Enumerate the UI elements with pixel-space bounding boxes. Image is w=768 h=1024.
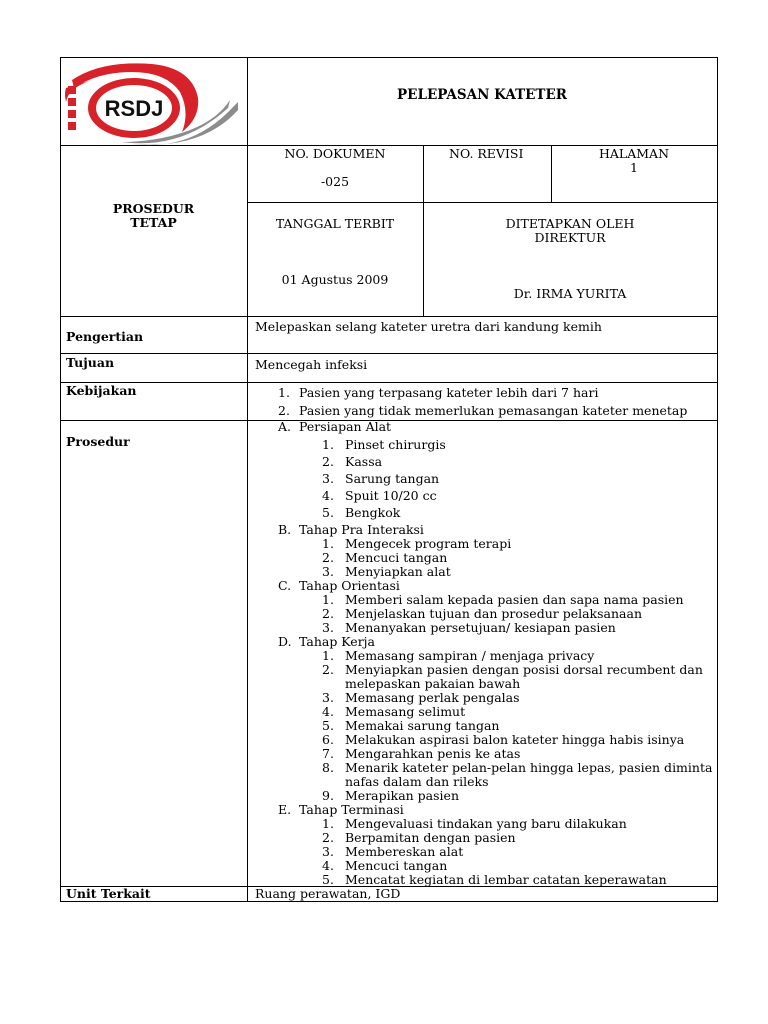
e-num-3: 3. [322, 844, 334, 859]
d-num-9: 9. [322, 788, 334, 803]
direktur-name: Dr. IRMA YURITA [513, 286, 627, 301]
pengertian-label: Pengertian [66, 329, 144, 344]
c-num-1: 1. [322, 592, 334, 607]
d-item-9: Merapikan pasien [345, 788, 459, 803]
d-item-7: Mengarahkan penis ke atas [345, 746, 521, 761]
section-e-title: Tahap Terminasi [299, 802, 404, 817]
ditetapkan-oleh: DITETAPKAN OLEH [505, 216, 635, 231]
kebijakan-num-1: 1. [278, 385, 290, 400]
section-b-letter: B. [278, 522, 292, 537]
c-item-1: Memberi salam kepada pasien dan sapa nama pasien [345, 592, 684, 607]
no-dokumen-label: NO. DOKUMEN [284, 146, 386, 161]
b-item-2: Mencuci tangan [345, 550, 448, 565]
prosedur-tetap-line2: TETAP [130, 215, 177, 230]
tujuan-label: Tujuan [66, 355, 115, 370]
d-item-2-cont: melepaskan pakaian bawah [345, 676, 521, 691]
a-num-2: 2. [322, 454, 334, 469]
e-num-1: 1. [322, 816, 334, 831]
d-num-5: 5. [322, 718, 334, 733]
no-revisi-label: NO. REVISI [449, 146, 524, 161]
d-item-1: Memasang sampiran / menjaga privacy [345, 648, 595, 663]
c-num-2: 2. [322, 606, 334, 621]
d-item-4: Memasang selimut [345, 704, 466, 719]
table-border-left [60, 57, 61, 902]
section-d-title: Tahap Kerja [299, 634, 376, 649]
table-border-right [717, 57, 718, 902]
halaman-value: 1 [630, 160, 638, 175]
a-num-5: 5. [322, 505, 334, 520]
a-item-5: Bengkok [345, 505, 401, 520]
e-item-3: Membereskan alat [345, 844, 464, 859]
kebijakan-item-1: Pasien yang terpasang kateter lebih dari 7 hari [299, 385, 599, 400]
document-title: PELEPASAN KATETER [397, 87, 567, 103]
d-item-6: Melakukan aspirasi balon kateter hingga habis isinya [345, 732, 685, 747]
a-item-3: Sarung tangan [345, 471, 440, 486]
d-num-2: 2. [322, 662, 334, 677]
prosedur-tetap-line1: PROSEDUR [112, 201, 195, 216]
header-line-3 [60, 316, 718, 317]
unit-terkait-text: Ruang perawatan, IGD [255, 886, 401, 901]
d-item-8: Menarik kateter pelan-pelan hingga lepas, pasien diminta [345, 760, 713, 775]
d-item-2: Menyiapkan pasien dengan posisi dorsal recumbent dan [345, 662, 703, 677]
kebijakan-num-2: 2. [278, 403, 290, 418]
d-num-1: 1. [322, 648, 334, 663]
c-item-3: Menanyakan persetujuan/ kesiapan pasien [345, 620, 616, 635]
kebijakan-label: Kebijakan [66, 383, 137, 398]
kebijakan-item-2: Pasien yang tidak memerlukan pemasangan kateter menetap [299, 403, 688, 418]
e-item-4: Mencuci tangan [345, 858, 448, 873]
section-a-letter: A. [278, 419, 292, 434]
d-num-8: 8. [322, 760, 334, 775]
halaman-label: HALAMAN [598, 146, 670, 161]
c-item-2: Menjelaskan tujuan dan prosedur pelaksanaan [345, 606, 643, 621]
d-item-3: Memasang perlak pengalas [345, 690, 520, 705]
header-line-2 [247, 202, 718, 203]
rsdj-logo [62, 58, 238, 148]
no-dokumen-value: -025 [320, 174, 350, 189]
a-item-4: Spuit 10/20 cc [345, 488, 437, 503]
e-num-2: 2. [322, 830, 334, 845]
b-item-1: Mengecek program terapi [345, 536, 512, 551]
row-line-tujuan [60, 382, 718, 383]
a-num-1: 1. [322, 437, 334, 452]
section-c-letter: C. [278, 578, 292, 593]
d-num-3: 3. [322, 690, 334, 705]
e-item-1: Mengevaluasi tindakan yang baru dilakukan [345, 816, 627, 831]
row-line-pengertian [60, 353, 718, 354]
d-num-6: 6. [322, 732, 334, 747]
b-num-3: 3. [322, 564, 334, 579]
section-d-letter: D. [278, 634, 292, 649]
tanggal-terbit-label: TANGGAL TERBIT [275, 216, 395, 231]
b-num-2: 2. [322, 550, 334, 565]
section-b-title: Tahap Pra Interaksi [299, 522, 424, 537]
d-item-8-cont: nafas dalam dan rileks [345, 774, 489, 789]
table-border-bottom [60, 901, 718, 902]
a-item-1: Pinset chirurgis [345, 437, 446, 452]
d-num-7: 7. [322, 746, 334, 761]
tujuan-text: Mencegah infeksi [255, 357, 368, 372]
e-num-5: 5. [322, 872, 334, 887]
prosedur-label: Prosedur [66, 434, 130, 449]
b-item-3: Menyiapkan alat [345, 564, 451, 579]
tanggal-terbit-value: 01 Agustus 2009 [281, 272, 389, 287]
section-c-title: Tahap Orientasi [299, 578, 400, 593]
b-num-1: 1. [322, 536, 334, 551]
d-item-5: Memakai sarung tangan [345, 718, 500, 733]
unit-terkait-label: Unit Terkait [66, 886, 151, 901]
c-num-3: 3. [322, 620, 334, 635]
pengertian-text: Melepaskan selang kateter uretra dari kandung kemih [255, 319, 602, 334]
d-num-4: 4. [322, 704, 334, 719]
svg-text:RSDJ: RSDJ [104, 96, 164, 121]
e-num-4: 4. [322, 858, 334, 873]
e-item-2: Berpamitan dengan pasien [345, 830, 516, 845]
a-num-4: 4. [322, 488, 334, 503]
section-e-letter: E. [278, 802, 292, 817]
a-item-2: Kassa [345, 454, 383, 469]
e-item-5: Mencatat kegiatan di lembar catatan keperawatan [345, 872, 667, 887]
direktur-label: DIREKTUR [534, 230, 606, 245]
a-num-3: 3. [322, 471, 334, 486]
section-a-title: Persiapan Alat [299, 419, 392, 434]
